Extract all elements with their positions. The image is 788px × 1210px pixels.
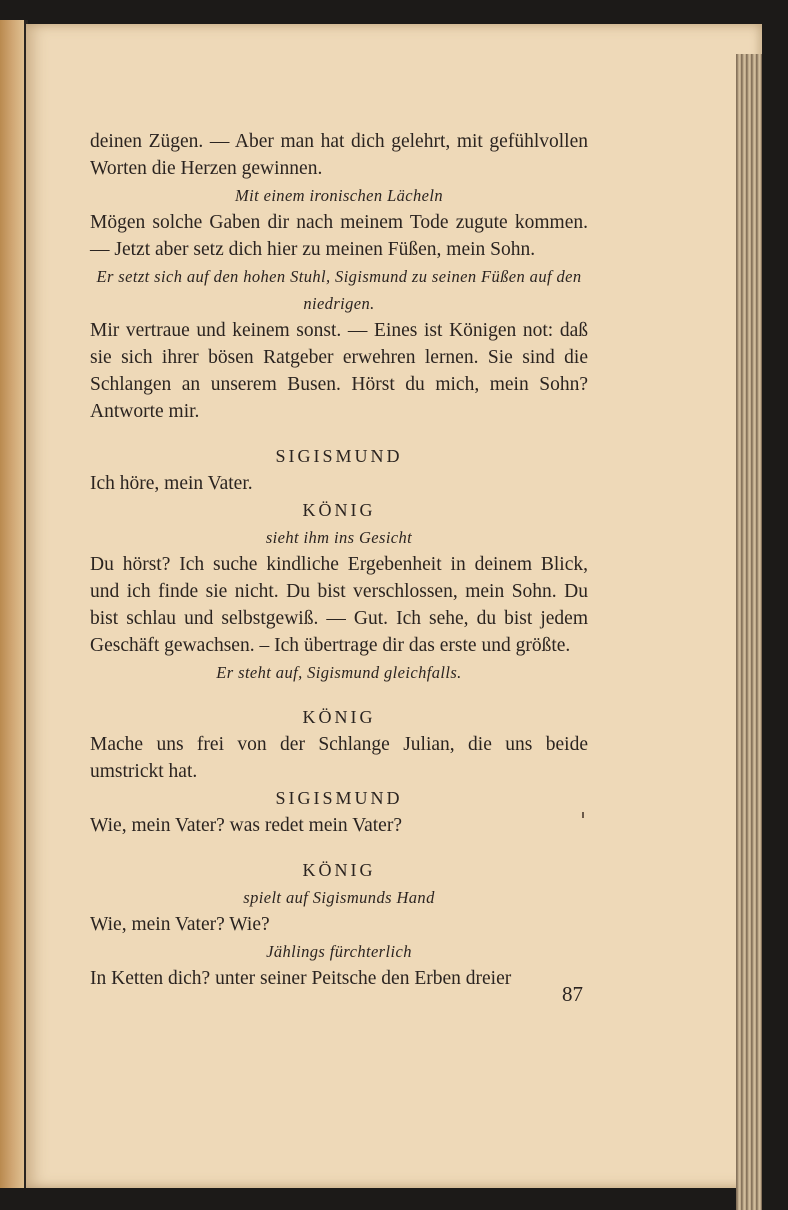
stage-direction: Er setzt sich auf den hohen Stuhl, Sigismund zu seinen Füßen auf den niedrigen.: [96, 267, 582, 313]
dialogue-line: Wie, mein Vater? was redet mein Vater?: [90, 815, 402, 836]
ink-speck: [582, 812, 584, 818]
speaker-name: KÖNIG: [302, 707, 376, 727]
speaker-name: SIGISMUND: [275, 446, 403, 466]
dialogue-line: deinen Zügen. — Aber man hat dich gelehrt, mit gefühlvollen Worten die Herzen gewinnen.: [90, 131, 588, 179]
dialogue-line: Wie, mein Vater? Wie?: [90, 914, 270, 935]
stage-direction: sieht ihm ins Gesicht: [265, 528, 413, 547]
left-page-edge: [0, 20, 27, 1188]
speaker-name: KÖNIG: [302, 500, 376, 520]
dialogue-line: Ich höre, mein Vater.: [90, 473, 253, 494]
stage-direction: Mit einem ironischen Lächeln: [234, 186, 444, 205]
stage-direction: Er steht auf, Sigismund gleichfalls.: [216, 663, 462, 682]
page-text: [90, 128, 588, 992]
dialogue-line: Mache uns frei von der Schlange Julian, die uns beide umstrickt hat.: [90, 734, 588, 782]
page-number: 87: [562, 982, 583, 1006]
page-stack-edge: [736, 54, 762, 1210]
stage-direction: spielt auf Sigismunds Hand: [243, 888, 435, 907]
dialogue-line: Mögen solche Gaben dir nach meinem Tode zugute kommen. — Jetzt aber setz dich hier zu meinen Füßen, mein Sohn.: [90, 212, 588, 260]
dialogue-line: In Ketten dich? unter seiner Peitsche den Erben dreier: [90, 968, 512, 989]
dialogue-line: Mir vertraue und keinem sonst. — Eines ist Königen not: daß sie sich ihrer bösen Ratgeber erwehren lernen. Sie sind die Schlangen an unserem Busen. Hörst du mich, mein Sohn? Antworte mir.: [90, 320, 588, 422]
stage-direction: Jählings fürchterlich: [266, 942, 412, 961]
dialogue-line: Du hörst? Ich suche kindliche Ergebenheit in deinem Blick, und ich finde sie nicht. Du bist verschlossen, mein Sohn. Du bist schlau und selbstgewiß. — Gut. Ich sehe, du bist jedem Geschäft gewachsen. – Ich übertrage dir das erste und größte.: [90, 554, 588, 656]
speaker-name: KÖNIG: [302, 860, 376, 880]
speaker-name: SIGISMUND: [275, 788, 403, 808]
